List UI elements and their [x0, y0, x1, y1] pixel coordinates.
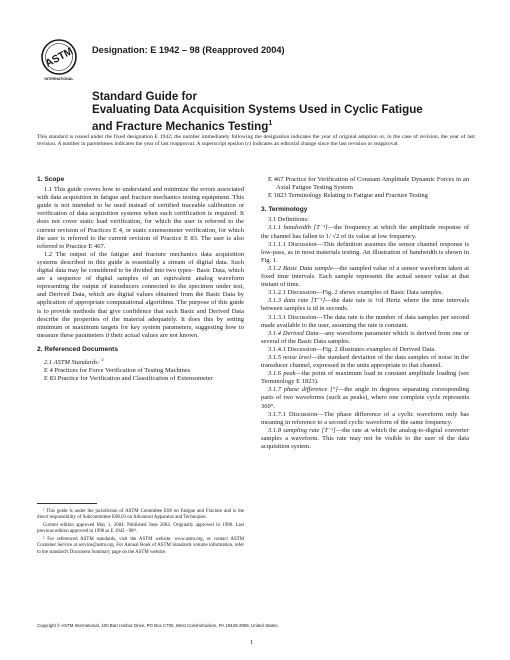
def-3-1-7-text: —the angle in degrees separating corresponding parts of two waveforms (such as peaks), where one complete cycle represents 360°. [261, 386, 469, 410]
scope-1-1: 1.1 This guide covers how to understand and minimize the errors associated with data acquisition in fatigue and fracture mechanics testing equipment. This guide is not intended to be used instead of certified traceable calibration or verification of data acquisition systems when such certification is required. It does not cover static load verification, for which the user is referred to the current revision of Practices E 4, or static extensometer verification, for which the user is referred to the current revision of Practice E 83. The user is also referred to Practice E 467. [37, 186, 244, 250]
left-column [37, 176, 244, 383]
terminology-heading: 3. Terminology [261, 206, 308, 214]
def-3-1-1 [261, 224, 469, 240]
footnote-1-approval: Current edition approved May 1, 2004. Published June 2004. Originally approved in 1998. Last previous edition approved in 1998 as E 1942 - 98ᵉ¹. [37, 523, 244, 535]
logo-subtext: INTERNATIONAL [44, 77, 74, 81]
ref-e1823: E 1823 Terminology Relating to Fatigue and Fracture Testing [268, 192, 428, 200]
logo-text: ASTM [43, 45, 76, 70]
def-3-1-8-text: —the rate at which the analog-to-digital converter samples a waveform. This rate may not be visible to the user of the data acquisition system. [261, 426, 469, 450]
document-title [92, 90, 472, 133]
ref-2-1-sup: 2 [101, 356, 104, 362]
page-number: 1 [250, 639, 254, 646]
referenced-documents-heading: 2. Referenced Documents [37, 345, 118, 353]
def-3-1-8 [261, 427, 469, 451]
ref-2-1 [37, 356, 244, 367]
def-3-1-3-text: —the date rate is ¹⁄ₜd Hertz where the time intervals between samples is td in seconds. [261, 297, 469, 313]
scope-1-2: 1.2 The output of the fatigue and fracture mechanics data acquisition systems described in this guide is essentially a stream of digital data. Such digital data may be considered to be divided into two types– Basic Data, which are a sequence of digital samples of an equivalent analog waveform representing the output of transducers connected to the specimen under test, and Derived Data, which are digital values obtained from the Basic Data by application of appropriate computational algorithms. The purpose of this guide is to provide methods that give confidence that such Basic and Derived Data describe the properties of the material adequately. It does this by setting minimum or maximum targets for key system parameters, suggesting how to measure these parameters if their actual values are not known. [37, 250, 244, 339]
def-3-1-2-term: 3.1.2 Basic Data sample [268, 264, 333, 272]
ref-e467: E 467 Practice for Verification of Constant Amplitude Dynamic Forces in an Axial Fatigue Testing System [268, 176, 469, 192]
scope-heading: 1. Scope [37, 176, 65, 183]
def-3-1-2-1: 3.1.2.1 Discussion—Fig. 2 shows examples of Basic Data samples. [268, 289, 443, 297]
footnotes [37, 509, 244, 558]
def-3-1-4-1: 3.1.4.1 Discussion—Fig. 2 illustrates examples of Derived Data. [268, 345, 436, 353]
def-3-1-5-term: 3.1.5 noise level [268, 353, 312, 361]
def-3-1-6-term: 3.1.6 peak [268, 370, 296, 378]
def-3-1-2 [261, 265, 469, 289]
def-3-1-1-1: 3.1.1.1 Discussion—This definition assumes the sensor channel response is low-pass, as in most materials testing. An illustration of bandwidth is shown in Fig. 1. [261, 240, 469, 264]
right-column [261, 176, 469, 451]
copyright-line: Copyright © ASTM International, 100 Barr Harbor Drive, PO Box C700, West Conshohocken, PA 19428-2959, United States. [37, 623, 279, 628]
preamble: This standard is issued under the fixed designation E 1942; the number immediately following the designation indicates the year of original adoption or, in the case of revision, the year of last revision. A number in parentheses indicates the year of last reapproval. A superscript epsilon (ε) indicates an editorial change since the last revision or reapproval. [37, 134, 475, 147]
def-3-1-5 [261, 354, 469, 370]
title-line-3-text: and Fracture Mechanics Testing [92, 119, 269, 133]
def-3-1-3-term: 3.1.3 data rate [T⁻¹] [268, 297, 326, 305]
ref-e4: E 4 Practices for Force Verification of Testing Machines [44, 367, 191, 375]
def-3-1: 3.1 Definitions: [268, 216, 309, 224]
footnote-1: ¹ This guide is under the jurisdiction of ASTM Committee E08 on Fatigue and Fracture and is the direct responsibility of Subcommittee E08.03 on Advanced Apparatus and Techniques. [37, 509, 244, 521]
def-3-1-7-term: 3.1.7 phase difference [°] [268, 386, 338, 394]
def-3-1-4 [261, 330, 469, 346]
def-3-1-5-text: —the standard deviation of the data samples of noise in the transducer channel, expressed in the units appropriate to that channel. [261, 353, 469, 370]
def-3-1-2-text: —the sampled value of a sensor waveform taken at fixed time intervals. Each sample represents the actual sensor value at that instant of time. [261, 264, 470, 289]
def-3-1-4-text: —any waveform parameter which is derived from one or several of the Basic Data samples. [261, 329, 469, 345]
def-3-1-4-term: 3.1.4 Derived Data [268, 329, 319, 337]
title-line-2: Evaluating Data Acquisition Systems Used in Cyclic Fatigue [92, 103, 423, 117]
def-3-1-7-1: 3.1.7.1 Discussion—The phase difference of a cyclic waveform only has meaning in reference to a second cyclic waveform of the same frequency. [261, 410, 469, 426]
title-footnote-mark: 1 [268, 119, 273, 127]
def-3-1-7 [261, 386, 469, 410]
def-3-1-6-text: —the point of maximum load in constant amplitude loading (see Terminology E 1823). [261, 370, 469, 386]
ref-e83: E 83 Practice for Verification and Classification of Extensometer [44, 375, 213, 383]
def-3-1-8-term: 3.1.8 sampling rate [T⁻¹] [268, 426, 336, 434]
title-line-1: Standard Guide for [92, 90, 197, 103]
designation: Designation: E 1942 – 98 (Reapproved 2004) [92, 45, 285, 55]
footnote-2: ² For referenced ASTM standards, visit the ASTM website, www.astm.org, or contact ASTM Customer Service at service@astm.org. For Annual Book of ASTM Standards volume information, refer to the standard's Document Summary page on the ASTM website. [37, 537, 244, 555]
astm-logo [36, 36, 82, 82]
def-3-1-1-term: 3.1.1 bandwidth [T⁻¹] [268, 224, 328, 232]
footnote-rule [37, 503, 97, 504]
def-3-1-6 [261, 370, 469, 386]
def-3-1-1-text: —the frequency at which the amplitude response of the channel has fallen to 1/ √2 of its value at low frequency. [261, 224, 469, 240]
ref-2-1-text: 2.1 ASTM Standards: [44, 359, 100, 367]
def-3-1-3-1: 3.1.3.1 Discussion—The data rate is the number of data samples per second made available to the user, assuming the rate is constant. [261, 313, 469, 329]
def-3-1-3 [261, 297, 469, 313]
title-line-3 [92, 117, 472, 133]
